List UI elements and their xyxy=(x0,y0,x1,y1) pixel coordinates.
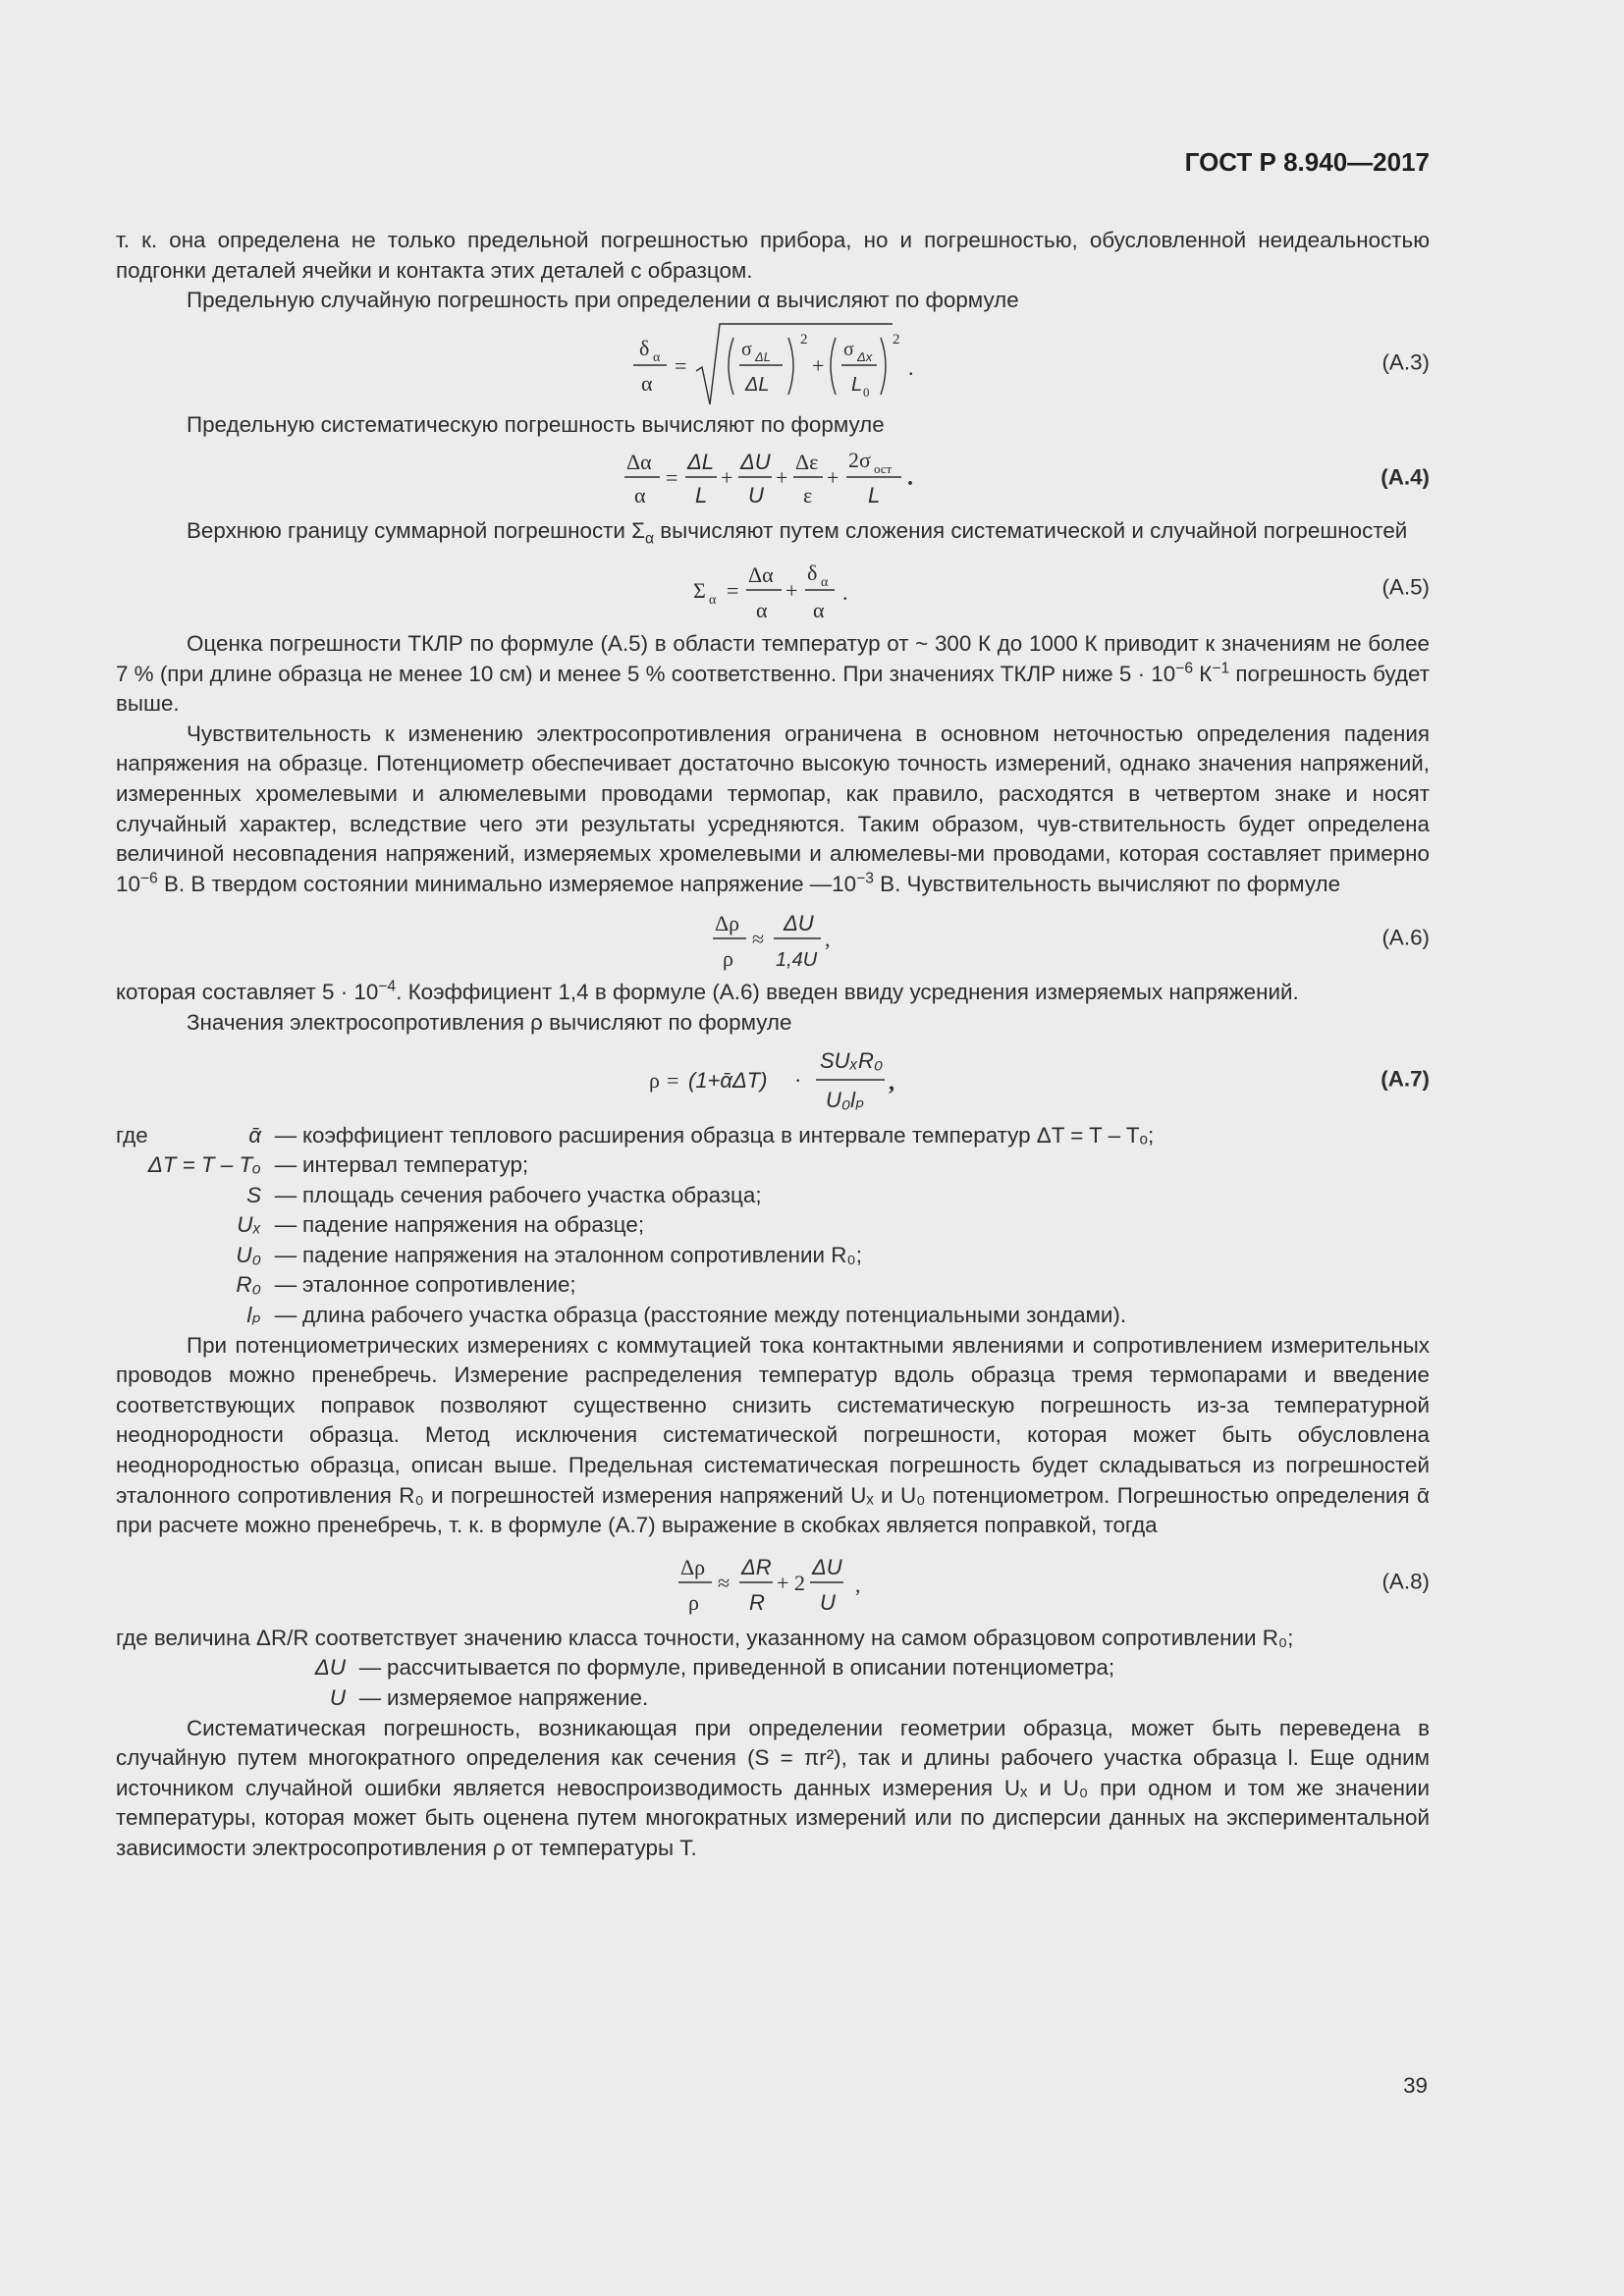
a4-f4-num-sub: ост xyxy=(874,461,893,477)
a3-paren-l1 xyxy=(729,338,733,395)
def-symbol: U₀ xyxy=(236,1242,261,1267)
a3-plus: + xyxy=(812,352,825,378)
def-text: падение напряжения на эталонном сопротивлении R₀; xyxy=(302,1242,862,1267)
a3-pow1: 2 xyxy=(800,331,808,347)
a8-coef: 2 xyxy=(794,1570,805,1595)
a3-lhs-den: α xyxy=(641,370,653,396)
a4-plus2: + xyxy=(776,465,788,491)
formula-a5 xyxy=(116,547,1430,629)
a3-tail: . xyxy=(908,354,914,380)
a5-f2-num: δ xyxy=(807,560,818,585)
def-dash: — xyxy=(274,1272,298,1298)
a4-f2-den: U xyxy=(748,483,764,508)
def-dash: — xyxy=(274,1212,298,1238)
def-symbol: lₚ xyxy=(246,1303,261,1328)
paragraph-7: которая составляет $5 \cdot 10^{-4}$. Коэффициент 1,4 в формуле (А.6) введен ввиду усреднения измеряемых напряжений. xyxy=(116,978,1299,1005)
a4-lhs-den: α xyxy=(634,483,646,508)
def-symbol: R₀ xyxy=(236,1272,261,1298)
def-dash: — xyxy=(274,1182,298,1207)
a4-f1-den: L xyxy=(695,483,708,508)
a8-f1-num: ΔR xyxy=(741,1554,772,1579)
a8-lhs-den: ρ xyxy=(688,1589,699,1615)
def-symbol: ΔU xyxy=(314,1655,346,1681)
a4-eq: = xyxy=(666,465,678,491)
def-text: падение напряжения на образце; xyxy=(302,1212,645,1238)
paragraph-11: Систематическая погрешность, возникающая при определении геометрии образца, может быть переведена в случайную путем многократного определения как сечения (S = πr²), так и длины рабочего участка образца l. Еще одним источником случайной ошибки является невоспроизводимость данных измерения Uₓ и U₀ при одном и том же значении температуры, которая может быть оценена путем многократных измерений или по дисперсии данных на экспериментальной зависимости электросопротивления ρ от температуры T. xyxy=(116,1715,1430,1860)
a7-lhs: ρ xyxy=(649,1067,660,1093)
a8-f2-num: ΔU xyxy=(812,1554,842,1579)
def-symbol: ΔT = T – Tₒ xyxy=(147,1152,261,1178)
a6-rhs-den: 1,4U xyxy=(776,949,818,972)
a4-plus1: + xyxy=(721,465,733,491)
a7-tail: , xyxy=(889,1069,894,1095)
def-dash: — xyxy=(274,1152,298,1178)
formula-a3-number: (А.3) xyxy=(1381,349,1430,375)
paragraph-6: Чувствительность к изменению электросопротивления ограничена в основном неточностью определения падения напряжения на образце. Потенциометр обеспечивает достаточно высокую точность измерений, однако значения напряжений, измеренных хромелевыми и алюмелевыми проводами термопар, как правило, расходятся в четвертом знаке и носят случайный характер, вследствие чего эти результаты усредняются. Таким образом, чув-ствительность будет определена величиной несовпадения напряжений, измеряемых хромелевыми и алюмелевы-ми проводами, которая составляет примерно $10^{-6}$ В. В твердом состоянии минимально измеряемое напряжение $—10^{-3}$ В. Чувствительность вычисляют по формуле xyxy=(116,721,1430,896)
a5-f2-den: α xyxy=(813,597,825,622)
def-symbol: S xyxy=(246,1182,261,1207)
standard-header: ГОСТ Р 8.940—2017 xyxy=(1184,147,1430,177)
formula-a8-number: (А.8) xyxy=(1381,1569,1430,1594)
formula-a6-number: (А.6) xyxy=(1381,926,1430,951)
a3-t2-num: σ xyxy=(843,338,854,360)
definitions-list xyxy=(116,1121,1430,1331)
a6-lhs-den: ρ xyxy=(723,946,733,972)
a6-lhs-num: Δρ xyxy=(715,911,740,936)
paragraph-3: Предельную систематическую погрешность вычисляют по формуле xyxy=(187,411,885,437)
def-symbol: ᾱ xyxy=(248,1122,261,1148)
a3-t1-num: σ xyxy=(741,338,752,360)
def-symbol: U xyxy=(329,1685,346,1710)
a6-approx: ≈ xyxy=(752,927,765,952)
def-text: интервал температур; xyxy=(302,1152,529,1178)
definition-row xyxy=(116,1121,1430,1151)
definition-row xyxy=(116,1683,1430,1714)
document-body xyxy=(116,226,1430,1864)
paragraph-1: т. к. она определена не только предельной погрешностью прибора, но и погрешностью, обусловленной неидеальностью подгонки деталей ячейки и контакта этих деталей с образцом. xyxy=(116,228,1430,283)
definition-row xyxy=(116,1270,1430,1301)
def-dash: — xyxy=(358,1685,382,1710)
a4-f4-den: L xyxy=(868,483,881,508)
def-text: длина рабочего участка образца (расстояние между потенциальными зондами). xyxy=(302,1303,1127,1328)
a6-tail: , xyxy=(825,927,831,952)
formula-a8-expression xyxy=(675,1541,871,1624)
a3-paren-l2 xyxy=(831,338,836,395)
definition-row xyxy=(116,1210,1430,1241)
a5-eq: = xyxy=(727,577,739,603)
definition-row xyxy=(116,1150,1430,1181)
a5-tail: . xyxy=(842,579,848,605)
formula-a3-expression xyxy=(625,316,920,410)
formula-a4-expression xyxy=(621,440,925,516)
formula-a4-number: (А.4) xyxy=(1380,465,1430,491)
a8-approx: ≈ xyxy=(718,1570,731,1595)
a8-lhs-num: Δρ xyxy=(680,1554,706,1579)
a3-lhs-num-sub: α xyxy=(653,349,661,365)
formula-a6-expression xyxy=(709,899,837,978)
formula-a5-number: (А.5) xyxy=(1381,574,1430,600)
formula-a7 xyxy=(116,1039,1430,1121)
a4-tail: . xyxy=(907,465,913,492)
a5-plus: + xyxy=(785,577,798,603)
def-text: измеряемое напряжение. xyxy=(387,1685,649,1710)
def-dash: — xyxy=(358,1655,382,1681)
definition-row xyxy=(116,1301,1430,1331)
formula-a4 xyxy=(116,440,1430,516)
def-text: площадь сечения рабочего участка образца; xyxy=(302,1182,762,1207)
def-text: эталонное сопротивление; xyxy=(302,1272,576,1298)
a3-t1-den: ΔL xyxy=(745,373,770,396)
definition-row xyxy=(116,1181,1430,1211)
paragraph-10: где величина ΔR/R соответствует значению класса точности, указанному на самом образцовом сопротивлении R₀; xyxy=(116,1625,1294,1650)
a3-lhs-num: δ xyxy=(639,335,650,360)
a4-f3-num: Δε xyxy=(795,450,819,475)
a8-f1-den: R xyxy=(749,1589,765,1615)
formula-a7-expression xyxy=(645,1039,900,1121)
a5-f2-num-sub: α xyxy=(821,574,829,590)
a5-f1-den: α xyxy=(756,597,768,622)
a3-t2-den: L xyxy=(851,373,863,396)
a8-f2-den: U xyxy=(820,1589,836,1615)
formula-a5-expression xyxy=(689,547,856,629)
paragraph-5: Оценка погрешности ТКЛР по формуле (А.5) в области температур от ~ 300 К до 1000 К приводит к значениям не более 7 % (при длине образца не менее 10 см) и менее 5 % соответственно. При значениях ТКЛР ниже $5 \cdot 10^{-6}$ $К^{-1}$ погрешность будет выше. xyxy=(116,630,1430,717)
paragraph-2: Предельную случайную погрешность при определении α вычисляют по формуле xyxy=(187,288,1019,313)
a4-lhs-num: Δα xyxy=(626,450,652,475)
def-text: рассчитывается по формуле, приведенной в описании потенциометра; xyxy=(387,1655,1115,1681)
formula-a7-number: (А.7) xyxy=(1380,1066,1430,1092)
a5-f1-num: Δα xyxy=(748,561,774,587)
formula-a3 xyxy=(116,316,1430,410)
def-text: коэффициент теплового расширения образца в интервале температур ΔT = T – Tₒ; xyxy=(302,1122,1155,1148)
where-label: где xyxy=(116,1122,148,1148)
a3-pow2: 2 xyxy=(893,331,900,347)
a4-f3-den: ε xyxy=(803,483,813,508)
a4-plus3: + xyxy=(827,465,839,491)
a4-f1-num: ΔL xyxy=(687,450,714,475)
a4-f4-num: 2σ xyxy=(848,448,871,473)
paragraph-4: Верхнюю границу суммарной погрешности $\Sigma_\alpha$ вычисляют путем сложения систематической и случайной погрешностей xyxy=(187,518,1408,548)
definition-row xyxy=(116,1653,1430,1683)
def-dash: — xyxy=(274,1122,298,1148)
page-number: 39 xyxy=(1403,2073,1428,2098)
a3-paren-r1 xyxy=(788,338,793,395)
def-dash: — xyxy=(274,1242,298,1267)
formula-a6 xyxy=(116,899,1430,978)
a3-t2-num-sub: Δx xyxy=(857,348,873,364)
a7-dot: · xyxy=(794,1067,802,1093)
a6-rhs-num: ΔU xyxy=(784,911,814,936)
formula-a8 xyxy=(116,1541,1430,1624)
a4-f2-num: ΔU xyxy=(740,450,771,475)
definition-row xyxy=(116,1241,1430,1271)
paragraph-9: При потенциометрических измерениях с коммутацией тока контактными явлениями и сопротивлением измерительных проводов можно пренебречь. Измерение распределения температур вдоль образца тремя термопарами и введение соответствующих поправок позволяют существенно снизить систематическую погрешность из-за температурной неоднородности образца. Метод исключения систематической погрешности, которая может быть обусловлена неоднородностью образца, описан выше. Предельная систематическая погрешность будет складываться из погрешностей эталонного сопротивления R₀ и погрешностей измерения напряжений Uₓ и U₀ потенциометром. Погрешностью определения ᾱ при расчете можно пренебречь, т. к. в формуле (А.7) выражение в скобках является поправкой, тогда xyxy=(116,1332,1430,1538)
def-symbol: Uₓ xyxy=(237,1212,261,1238)
a3-t1-num-sub: ΔL xyxy=(755,348,771,364)
def-dash: — xyxy=(274,1303,298,1328)
a8-tail: , xyxy=(855,1572,861,1597)
a7-rhs-den: U₀lₚ xyxy=(826,1087,865,1112)
a5-lhs-sub: α xyxy=(709,592,717,608)
definitions-list-2 xyxy=(116,1653,1430,1713)
a7-eq: = xyxy=(667,1067,679,1093)
a3-paren-r2 xyxy=(881,338,886,395)
paragraph-8: Значения электросопротивления ρ вычисляют по формуле xyxy=(187,1009,792,1035)
a7-paren: (1+ᾱΔT) xyxy=(688,1067,768,1093)
a3-t2-den-sub: 0 xyxy=(863,384,870,400)
a8-plus: + xyxy=(777,1570,789,1595)
a7-rhs-num: SUₓR₀ xyxy=(820,1047,884,1073)
a3-eq: = xyxy=(675,352,687,378)
a5-lhs: Σ xyxy=(693,577,706,603)
